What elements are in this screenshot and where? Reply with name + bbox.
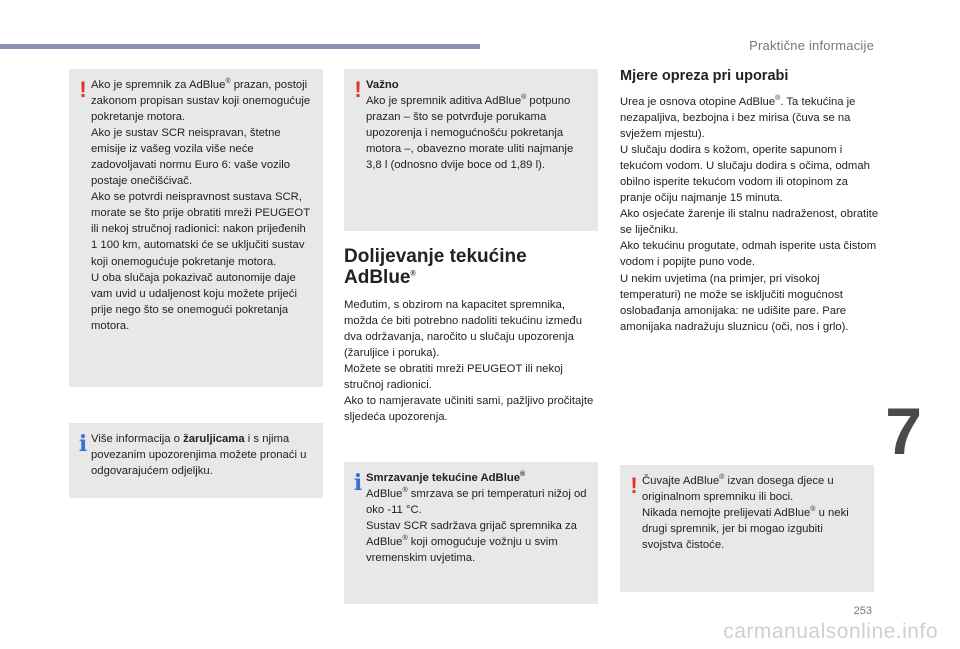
- warning-text-empty-tank: Ako je spremnik za AdBlue® prazan, postoji zakonom propisan sustav koji onemogućuje pokretanje motora. Ako je sustav SCR neispravan, štetne emisije iz vašeg vozila više neće zadovoljavati normu Euro 6: vaše vozilo postaje onečišćivač. Ako se potvrdi neispravnost sustava SCR, morate se što prije obratiti mreži PEUGEOT ili nekoj stručnoj radionici: nakon prijeđenih 1 100 km, automatski će se uključiti sustav koji onemogućuje pokretanje motora. U oba slučaja pokazivač autonomije daje vam uvid u udaljenost koju možete prijeći prije nego što se onemogući pokretanja motora.: [91, 78, 311, 332]
- section-title-precautions: Mjere opreza pri uporabi: [620, 68, 789, 84]
- warning-box-empty-tank: [69, 69, 323, 387]
- info-text-lamps-bold: žaruljicama: [183, 433, 245, 445]
- warning-text-storage: Čuvajte AdBlue® izvan dosega djece u originalnom spremniku ili boci. Nikada nemojte prelijevati AdBlue® u neki drugi spremnik, jer bi mogao izgubiti svojstva čistoće.: [642, 474, 849, 552]
- section-body-refill: Međutim, s obzirom na kapacitet spremnika, možda će biti potrebno nadoliti tekućinu između dva održavanja, naročito u slučaju upozorenja (žaruljice i poruka). Možete se obratiti mreži PEUGEOT ili nekoj stručnoj radionici. Ako to namjeravate učiniti sami, pažljivo pročitajte sljedeća upozorenja.: [344, 299, 594, 424]
- info-box-lamps: [69, 423, 323, 498]
- info-text-lamps-start: Više informacija o: [91, 433, 184, 445]
- warning-icon: !: [630, 473, 638, 498]
- warning-icon: !: [354, 77, 362, 102]
- info-icon: i: [78, 431, 88, 457]
- info-heading-freezing: Smrzavanje tekućine AdBlue®: [366, 471, 526, 484]
- info-text-freezing: AdBlue® smrzava se pri temperaturi nižoj od oko -11 °C. Sustav SCR sadržava grijač spremnika za AdBlue® koji omogućuje vožnju u svim vremenskim uvjetima.: [366, 487, 587, 565]
- chapter-number: 7: [885, 394, 922, 468]
- section-title-refill: Dolijevanje tekućine AdBlue®: [344, 246, 527, 289]
- footer-watermark-logo: carmanualsonline.info: [723, 620, 938, 643]
- warning-box-storage: [620, 465, 874, 592]
- top-accent-bar: [0, 44, 480, 49]
- warning-content-important: [366, 77, 590, 173]
- page-header-title: Praktične informacije: [749, 38, 874, 53]
- warning-text-important: Ako je spremnik aditiva AdBlue® potpuno prazan – što se potvrđuje porukama upozorenja i nemogućnošću pokretanja motora –, obavezno morate uliti najmanje 3,8 l (odnosno dvije boce od 1,89 l).: [366, 94, 574, 172]
- page-number: 253: [853, 605, 872, 617]
- info-box-freezing: [344, 462, 598, 604]
- warning-icon: !: [79, 77, 87, 102]
- info-content-freezing: [366, 470, 590, 566]
- warning-heading-important: Važno: [366, 79, 399, 91]
- section-body-precautions: Urea je osnova otopine AdBlue®. Ta tekućina je nezapaljiva, bezbojna i bez mirisa (čuva se na svježem mjestu). U slučaju dodira s kožom, operite sapunom i tekućom vodom. U slučaju dodira s očima, odmah obilno isperite tekućom vodom ili otopinom za pranje očiju najmanje 15 minuta. Ako osjećate žarenje ili stalnu nadraženost, obratite se liječniku. Ako tekućinu progutate, odmah isperite usta čistom vodom i popijte puno vode. U nekim uvjetima (na primjer, pri visokoj temperaturi) ne može se isključiti mogućnost oslobađanja amonijaka: ne udišite pare. Pare amonijaka nadražuju sluznicu (oči, nos i grlo).: [620, 95, 879, 333]
- info-text-lamps-end: i s njima povezanim upozorenjima možete pronaći u odgovarajućem odjeljku.: [91, 433, 307, 478]
- info-icon: i: [353, 470, 363, 496]
- warning-box-important: [344, 69, 598, 231]
- info-text-lamps: [91, 431, 315, 479]
